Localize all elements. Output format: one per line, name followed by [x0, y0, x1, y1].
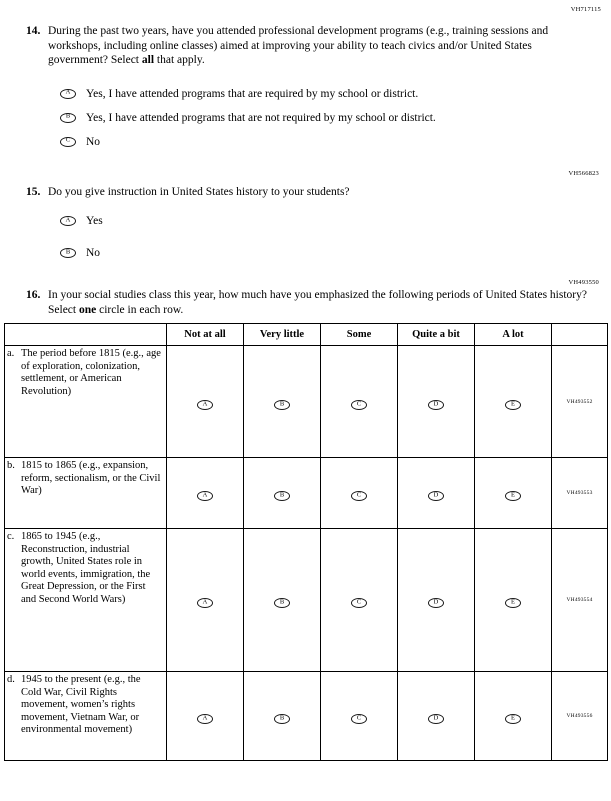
answer-oval-icon[interactable]	[428, 714, 444, 724]
matrix-corner-cell	[5, 324, 167, 346]
question-14-text-after: that apply.	[154, 54, 205, 66]
matrix-code-header-cell	[552, 324, 608, 346]
question-14-number: 14.	[26, 25, 41, 37]
option-label: Yes, I have attended programs that are not required by my school or district.	[86, 111, 436, 124]
question-14-bold-word: all	[141, 54, 155, 66]
answer-oval-icon[interactable]	[505, 598, 521, 608]
oval-cell-b-some[interactable]	[321, 458, 398, 529]
answer-oval-icon[interactable]	[60, 89, 76, 99]
answer-oval-icon[interactable]	[351, 714, 367, 724]
question-16	[26, 288, 587, 317]
question-15-number: 15.	[26, 185, 41, 198]
row-label-text: The period before 1815 (e.g., age of exploration, colonization, settlement, or American Revolution)	[21, 348, 161, 397]
question-14	[26, 24, 587, 68]
answer-oval-icon[interactable]	[505, 491, 521, 501]
oval-letter: D	[433, 714, 439, 722]
answer-oval-icon[interactable]	[197, 598, 213, 608]
oval-letter: A	[202, 400, 208, 407]
oval-cell-a-quite-a-bit[interactable]	[398, 346, 475, 458]
oval-cell-d-a-lot[interactable]	[475, 672, 552, 761]
oval-letter: C	[356, 598, 362, 606]
oval-letter: E	[511, 598, 515, 606]
oval-cell-a-very-little[interactable]	[244, 346, 321, 458]
option-q15-yes[interactable]	[60, 215, 611, 227]
answer-oval-icon[interactable]	[60, 113, 76, 123]
oval-cell-d-not-at-all[interactable]	[167, 672, 244, 761]
column-header-very-little: Very little	[244, 324, 321, 346]
answer-oval-icon[interactable]	[505, 400, 521, 410]
option-q14-no[interactable]	[60, 136, 611, 148]
row-label-d	[5, 672, 167, 761]
oval-letter: B	[65, 112, 71, 120]
oval-cell-b-quite-a-bit[interactable]	[398, 458, 475, 529]
row-code: VH493556	[552, 672, 608, 761]
row-label-text: 1945 to the present (e.g., the Cold War, Civil Rights movement, women’s rights movement, Vietnam War, or environmental movement)	[21, 674, 141, 735]
row-letter: a.	[7, 348, 15, 359]
answer-oval-icon[interactable]	[428, 598, 444, 608]
table-row-c	[5, 529, 608, 672]
form-code-q15: VH566823	[568, 169, 599, 177]
answer-oval-icon[interactable]	[505, 714, 521, 724]
oval-cell-b-not-at-all[interactable]	[167, 458, 244, 529]
answer-oval-icon[interactable]	[197, 714, 213, 724]
column-header-not-at-all: Not at all	[167, 324, 244, 346]
oval-cell-b-a-lot[interactable]	[475, 458, 552, 529]
answer-oval-icon[interactable]	[274, 598, 290, 608]
answer-oval-icon[interactable]	[428, 400, 444, 410]
oval-letter: D	[433, 400, 439, 407]
matrix-header-row	[5, 324, 608, 346]
question-14-text	[48, 24, 587, 68]
question-16-text	[48, 288, 587, 317]
form-code-q16: VH493550	[568, 279, 599, 286]
question-14-options	[60, 88, 611, 148]
table-row-a	[5, 346, 608, 458]
oval-letter: A	[65, 88, 71, 96]
oval-cell-c-some[interactable]	[321, 529, 398, 672]
question-15	[26, 185, 587, 200]
question-16-bold-word: one	[78, 303, 97, 316]
oval-letter: A	[202, 714, 208, 722]
oval-letter: D	[433, 598, 439, 606]
oval-letter: C	[356, 714, 362, 722]
row-code: VH493554	[552, 529, 608, 672]
oval-letter: E	[511, 714, 515, 722]
row-letter: d.	[7, 674, 15, 685]
oval-letter: A	[202, 491, 208, 499]
oval-letter: B	[279, 491, 285, 499]
option-q14-yes-required[interactable]	[60, 88, 611, 100]
row-label-a	[5, 346, 167, 458]
oval-letter: E	[511, 400, 515, 407]
oval-cell-c-very-little[interactable]	[244, 529, 321, 672]
answer-oval-icon[interactable]	[274, 491, 290, 501]
answer-oval-icon[interactable]	[428, 491, 444, 501]
oval-letter: B	[279, 598, 285, 606]
question-15-options	[60, 215, 611, 259]
answer-oval-icon[interactable]	[351, 400, 367, 410]
row-label-text: 1815 to 1865 (e.g., expansion, reform, sectionalism, or the Civil War)	[21, 460, 161, 496]
oval-cell-a-some[interactable]	[321, 346, 398, 458]
question-16-text-after: circle in each row.	[96, 303, 184, 316]
q16-matrix-table	[4, 323, 608, 761]
row-label-b	[5, 458, 167, 529]
oval-letter: B	[65, 248, 71, 256]
oval-letter: A	[65, 216, 71, 224]
table-row-d	[5, 672, 608, 761]
oval-letter: C	[356, 400, 362, 407]
answer-oval-icon[interactable]	[197, 491, 213, 501]
question-15-text: Do you give instruction in United States history to your students?	[48, 185, 350, 198]
row-letter: c.	[7, 531, 15, 542]
answer-oval-icon[interactable]	[60, 216, 76, 226]
option-q15-no[interactable]	[60, 247, 611, 259]
oval-cell-c-a-lot[interactable]	[475, 529, 552, 672]
row-code: VH493553	[552, 458, 608, 529]
column-header-a-lot: A lot	[475, 324, 552, 346]
option-label: No	[86, 247, 101, 259]
oval-letter: C	[356, 491, 362, 499]
oval-cell-c-not-at-all[interactable]	[167, 529, 244, 672]
row-label-c	[5, 529, 167, 672]
form-code-top: VH717115	[570, 6, 601, 13]
oval-letter: C	[65, 136, 71, 144]
answer-oval-icon[interactable]	[351, 491, 367, 501]
question-16-number: 16.	[26, 289, 41, 301]
oval-cell-d-very-little[interactable]	[244, 672, 321, 761]
oval-cell-d-quite-a-bit[interactable]	[398, 672, 475, 761]
oval-letter: B	[279, 400, 285, 407]
answer-oval-icon[interactable]	[197, 400, 213, 410]
option-label: Yes	[86, 215, 103, 227]
option-label: No	[86, 135, 101, 148]
answer-oval-icon[interactable]	[274, 400, 290, 410]
answer-oval-icon[interactable]	[274, 714, 290, 724]
oval-letter: E	[511, 491, 515, 499]
oval-cell-b-very-little[interactable]	[244, 458, 321, 529]
answer-oval-icon[interactable]	[60, 248, 76, 258]
question-14-text-before: During the past two years, have you attended professional development programs (e.g., training sessions and workshops, including online classes) aimed at improving your ability to teach civics and/or United States government? Select	[48, 25, 549, 66]
oval-cell-d-some[interactable]	[321, 672, 398, 761]
column-header-some: Some	[321, 324, 398, 346]
table-row-b	[5, 458, 608, 529]
answer-oval-icon[interactable]	[351, 598, 367, 608]
column-header-quite-a-bit: Quite a bit	[398, 324, 475, 346]
oval-cell-a-not-at-all[interactable]	[167, 346, 244, 458]
oval-cell-c-quite-a-bit[interactable]	[398, 529, 475, 672]
oval-letter: B	[279, 714, 285, 722]
option-q14-yes-not-required[interactable]	[60, 112, 611, 124]
oval-letter: A	[202, 598, 208, 606]
row-label-text: 1865 to 1945 (e.g., Reconstruction, industrial growth, United States role in world events, immigration, the Great Depression, or the First and Second World Wars)	[21, 531, 151, 605]
question-16-text-before: In your social studies class this year, how much have you emphasized the following periods of United States history? Select	[48, 289, 587, 316]
row-letter: b.	[7, 460, 15, 471]
option-label: Yes, I have attended programs that are required by my school or district.	[86, 87, 419, 100]
row-code: VH493552	[552, 346, 608, 458]
oval-letter: D	[433, 491, 439, 499]
answer-oval-icon[interactable]	[60, 137, 76, 147]
oval-cell-a-a-lot[interactable]	[475, 346, 552, 458]
